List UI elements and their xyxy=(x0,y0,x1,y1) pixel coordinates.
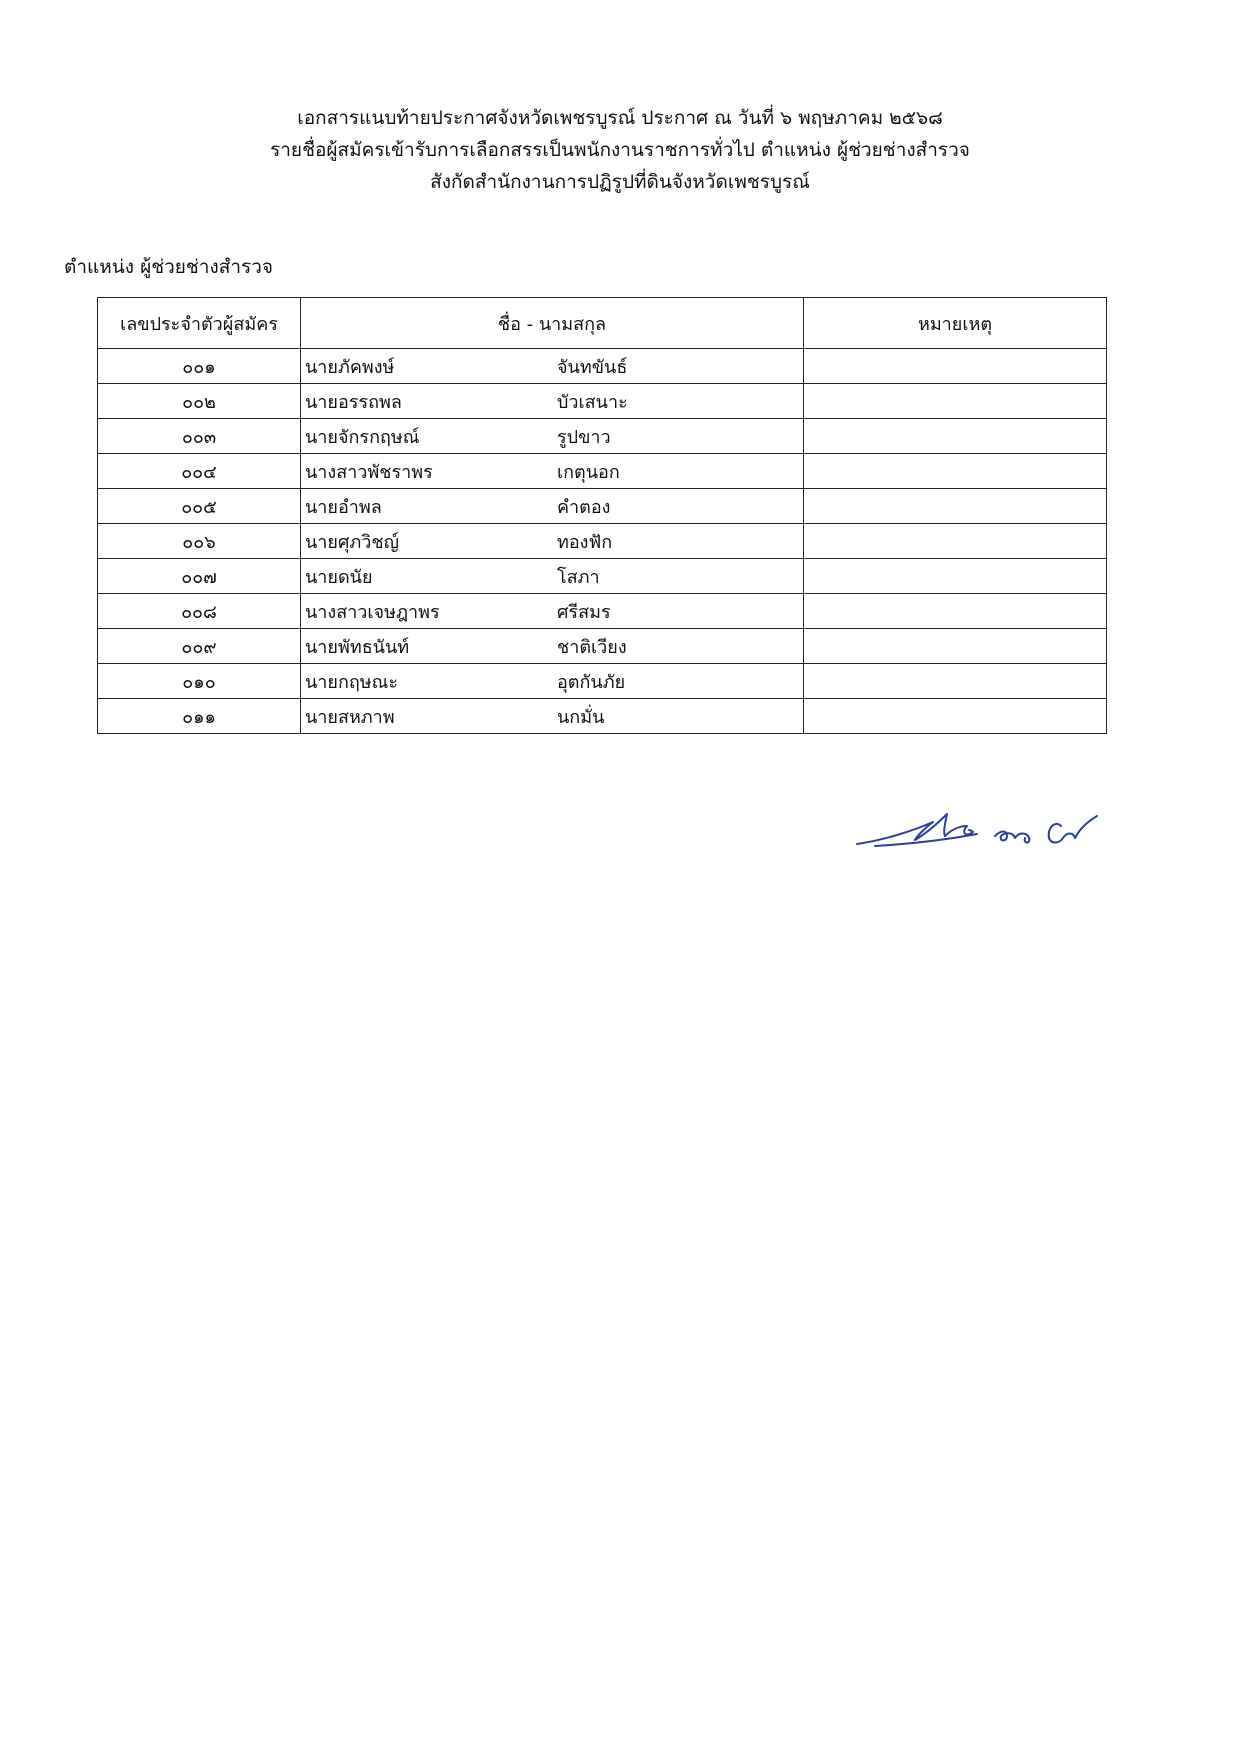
table-row xyxy=(98,524,1107,559)
header-line-3: สังกัดสำนักงานการปฏิรูปที่ดินจังหวัดเพชรบูรณ์ xyxy=(430,171,810,193)
table-row xyxy=(98,384,1107,419)
table-body xyxy=(98,349,1107,734)
table-row xyxy=(98,699,1107,734)
table-row xyxy=(98,629,1107,664)
last-name: รูปขาว xyxy=(557,426,611,448)
applicant-id-cell: ๐๑๑ xyxy=(98,699,301,734)
applicant-id-cell: ๐๐๕ xyxy=(98,489,301,524)
full-name-cell xyxy=(301,349,804,384)
section-title: ตำแหน่ง ผู้ช่วยช่างสำรวจ xyxy=(64,256,274,278)
full-name-cell xyxy=(301,419,804,454)
last-name: โสภา xyxy=(557,566,600,588)
remark-cell xyxy=(804,524,1107,559)
remark-cell xyxy=(804,349,1107,384)
last-name: นกมั่น xyxy=(557,706,605,728)
full-name-cell xyxy=(301,699,804,734)
last-name: ชาติเวียง xyxy=(557,636,627,658)
remark-cell xyxy=(804,559,1107,594)
applicant-id-cell: ๐๐๘ xyxy=(98,594,301,629)
signature xyxy=(855,800,1125,850)
table-row xyxy=(98,419,1107,454)
first-name: นายอรรถพล xyxy=(305,391,402,413)
column-header-remark: หมายเหตุ xyxy=(804,298,1107,349)
first-name: นางสาวเจษฎาพร xyxy=(305,601,440,623)
first-name: นายดนัย xyxy=(305,566,373,588)
first-name: นายศุภวิชญ์ xyxy=(305,531,399,553)
remark-cell xyxy=(804,699,1107,734)
table-row xyxy=(98,594,1107,629)
remark-cell xyxy=(804,419,1107,454)
table-row xyxy=(98,349,1107,384)
table-row xyxy=(98,489,1107,524)
applicant-id-cell: ๐๑๐ xyxy=(98,664,301,699)
full-name-cell xyxy=(301,664,804,699)
first-name: นายจักรกฤษณ์ xyxy=(305,426,420,448)
full-name-cell xyxy=(301,629,804,664)
full-name-cell xyxy=(301,594,804,629)
last-name: จันทขันธ์ xyxy=(557,356,628,378)
applicant-id-cell: ๐๐๓ xyxy=(98,419,301,454)
full-name-cell xyxy=(301,454,804,489)
last-name: บัวเสนาะ xyxy=(557,391,628,413)
applicant-id-cell: ๐๐๖ xyxy=(98,524,301,559)
first-name: นายสหภาพ xyxy=(305,706,395,728)
header-line-1: เอกสารแนบท้ายประกาศจังหวัดเพชรบูรณ์ ประกาศ ณ วันที่ ๖ พฤษภาคม ๒๕๖๘ xyxy=(297,107,943,129)
applicant-table xyxy=(97,297,1107,734)
first-name: นางสาวพัชราพร xyxy=(305,461,433,483)
column-header-full-name: ชื่อ - นามสกุล xyxy=(301,298,804,349)
remark-cell xyxy=(804,384,1107,419)
last-name: คำตอง xyxy=(557,496,611,518)
remark-cell xyxy=(804,594,1107,629)
applicant-id-cell: ๐๐๙ xyxy=(98,629,301,664)
document-header xyxy=(0,102,1240,198)
last-name: เกตุนอก xyxy=(557,461,620,483)
remark-cell xyxy=(804,454,1107,489)
table-row xyxy=(98,454,1107,489)
remark-cell xyxy=(804,664,1107,699)
applicant-id-cell: ๐๐๔ xyxy=(98,454,301,489)
header-line-2: รายชื่อผู้สมัครเข้ารับการเลือกสรรเป็นพนักงานราชการทั่วไป ตำแหน่ง ผู้ช่วยช่างสำรวจ xyxy=(270,139,970,161)
full-name-cell xyxy=(301,524,804,559)
applicant-id-cell: ๐๐๒ xyxy=(98,384,301,419)
first-name: นายภัคพงษ์ xyxy=(305,356,395,378)
last-name: ทองฟัก xyxy=(557,531,613,553)
first-name: นายอำพล xyxy=(305,496,382,518)
column-header-applicant-id: เลขประจำตัวผู้สมัคร xyxy=(98,298,301,349)
remark-cell xyxy=(804,489,1107,524)
table-row xyxy=(98,559,1107,594)
table-header-row xyxy=(98,298,1107,349)
full-name-cell xyxy=(301,489,804,524)
last-name: อุตกันภัย xyxy=(557,671,626,693)
first-name: นายกฤษณะ xyxy=(305,671,398,693)
last-name: ศรีสมร xyxy=(557,601,611,623)
table-row xyxy=(98,664,1107,699)
applicant-id-cell: ๐๐๑ xyxy=(98,349,301,384)
remark-cell xyxy=(804,629,1107,664)
applicant-id-cell: ๐๐๗ xyxy=(98,559,301,594)
first-name: นายพัทธนันท์ xyxy=(305,636,410,658)
full-name-cell xyxy=(301,384,804,419)
full-name-cell xyxy=(301,559,804,594)
